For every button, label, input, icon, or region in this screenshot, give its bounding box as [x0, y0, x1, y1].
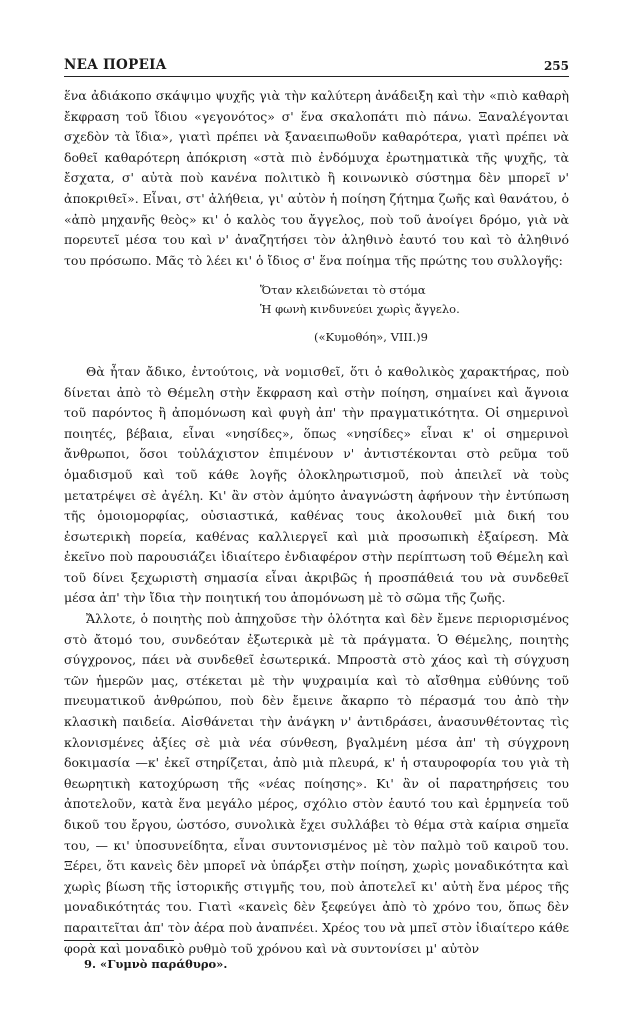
footnote: 9. «Γυμνὸ παράθυρο».: [84, 957, 228, 971]
footnote-divider: [64, 940, 174, 941]
journal-title: ΝΕΑ ΠΟΡΕΙΑ: [64, 57, 167, 73]
poem-source: («Κυμοθόη», VIII.)9: [314, 330, 428, 345]
paragraph: Θὰ ἦταν ἄδικο, ἐντούτοις, νὰ νομισθεῖ, ὅτι ὁ καθολικὸς χαρακτήρας, ποὺ δίνεται ἀπὸ τὸ Θέμελη στὴν ἔκφραση καὶ στὴν ποίηση, σημαίνει καὶ ἄγνοια τοῦ παρόντος ἢ ἀπομόνωση καὶ φυγὴ ἀπ' τὴν πραγματικότητα. Οἱ σημερινοὶ ποιητές, βέβαια, εἶναι «νησίδες», ὅπως «νησίδες» εἶναι κ' οἱ σημερινοὶ ἄνθρωποι, ὅσοι τοὐλάχιστον ἐπιμένουν ν' ἀντιστέκονται στὸ ρεῦμα τοῦ ὁμαδισμοῦ καὶ τοῦ κάθε λογῆς ὁλοκληρωτισμοῦ, ποὺ ἀπειλεῖ νὰ τοὺς μετατρέψει σὲ ἀγέλη. Κι' ἂν στὸν ἀμύητο ἀναγνώστη ἀφήνουν τὴν ἐντύπωση τῆς ὁμοιομορφίας, οὐσιαστικά, καθένας τους ἀκολουθεῖ μιὰ δική του ἐσωτερικὴ πορεία, καθένας καλλιεργεῖ καὶ μιὰ προσωπικὴ ἐξαίρεση. Μὰ ἐκεῖνο ποὺ παρουσιάζει ἰδιαίτερο ἐνδιαφέρον στὴν περίπτωση τοῦ Θέμελη καὶ τοῦ δίνει ξεχωριστὴ σημασία εἶναι ἀκριβῶς ἡ προσπάθειά του νὰ συνδεθεῖ μέσα ἀπ' τὴν ἴδια τὴν ποιητική του ἀπομόνωση μὲ τὸ σῶμα τῆς ζωῆς.: [64, 363, 569, 606]
paragraph: Ἄλλοτε, ὁ ποιητὴς ποὺ ἀπηχοῦσε τὴν ὁλότητα καὶ δὲν ἔμενε περιορισμένος στὸ ἄτομό του, συνδεόταν ἐξωτερικὰ μὲ τὰ πράγματα. Ὁ Θέμελης, ποιητὴς σύγχρονος, πάει νὰ συνδεθεῖ ἐσωτερικά. Μπροστὰ στὸ χάος καὶ τὴ σύγχυση τῶν ἡμερῶν μας, στέκεται μὲ τὴν ψυχραιμία καὶ τὸ αἴσθημα εὐθύνης τοῦ πνευματικοῦ ἀνθρώπου, ποὺ δὲν ἔμεινε ἄκαρπο τὸ πέρασμά του ἀπὸ τὴν κλασικὴ παιδεία. Αἰσθάνεται τὴν ἀνάγκη ν' ἀντιδράσει, ἀνασυνθέτοντας τὶς κλονισμένες ἀξίες σὲ μιὰ νέα σύνθεση, βγαλμένη μέσα ἀπ' τὴ σύγχρονη δοκιμασία —κ' ἐκεῖ στηρίζεται, ἀπὸ μιὰ πλευρά, κ' ἡ σταυροφορία του γιὰ τὴ θεωρητικὴ κατοχύρωση τῆς «νέας ποίησης». Κι' ἂν οἱ παρατηρήσεις του ἀποτελοῦν, κατὰ ἕνα μεγάλο μέρος, σχόλιο στὸν ἑαυτό του καὶ ἑρμηνεία τοῦ δικοῦ του ἔργου, ὡστόσο, συνολικὰ ἔχει συλλάβει τὸ θέμα στὰ καίρια σημεῖα του, — κι' ὑποσυνείδητα, εἶναι συντονισμένος μὲ τὸν παλμὸ τοῦ καιροῦ του. Ξέρει, ὅτι κανεὶς δὲν μπορεῖ νὰ ὑπάρξει στὴν ποίηση, χωρὶς μοναδικότητα καὶ χωρὶς βίωση τῆς ἱστορικῆς στιγμῆς του, ποὺ ἀποτελεῖ κι' αὐτὴ ἕνα μέρος τῆς μοναδικότητάς του. Γιατὶ «κανεὶς δὲν ξεφεύγει ἀπὸ τὸ χρόνο του, ὅπως δὲν παραιτεῖται ἀπ' τὸν ἀέρα ποὺ ἀναπνέει. Χρέος του νὰ μπεῖ στὸν ἰδιαίτερο κάθε φορὰ καὶ μοναδικὸ ρυθμὸ τοῦ χρόνου καὶ νὰ συντονίσει μ' αὐτὸν: [64, 611, 569, 956]
running-header: [64, 54, 569, 77]
page-number: 255: [543, 59, 569, 73]
paragraph: ἕνα ἀδιάκοπο σκάψιμο ψυχῆς γιὰ τὴν καλύτερη ἀνάδειξη καὶ τὴν «πιὸ καθαρὴ ἔκφραση τοῦ ἴδιου «γεγονότος» σ' ἕνα σκαλοπάτι πιὸ πάνω. Ξαναλέγονται σχεδὸν τὰ ἴδια», γιατὶ πρέπει νὰ ξαναειπωθοῦν καθαρότερα, γιατὶ πρέπει νὰ δοθεῖ καθαρότερη ἀπόκριση «στὰ πιὸ ἐνδόμυχα ἐρωτηματικὰ τῆς ψυχῆς, τὰ ἔσχατα, σ' αὐτὰ ποὺ κανένα πολιτικὸ ἢ κοινωνικὸ σύστημα δὲν μπορεῖ ν' ἀποκριθεῖ». Εἶναι, στ' ἀλήθεια, γι' αὐτὸν ἡ ποίηση ζήτημα ζωῆς καὶ θανάτου, ὁ «ἀπὸ μηχανῆς θεὸς» κι' ὁ καλὸς του ἄγγελος, ποὺ τοῦ ἀνοίγει δρόμο, γιὰ νὰ πορευτεῖ μέσα του καὶ ν' ἀναζητήσει τὸν ἀληθινὸ ἑαυτό του καὶ τὸ ἀληθινό του πρόσωπο. Μᾶς τὸ λέει κι' ὁ ἴδιος σ' ἕνα ποίημα τῆς πρώτης του συλλογῆς:: [64, 88, 569, 268]
poem-line: Ὅταν κλειδώνεται τὸ στόμα: [260, 283, 426, 298]
body-text: [64, 86, 569, 959]
poem-line: Ἡ φωνὴ κινδυνεύει χωρὶς ἄγγελο.: [260, 302, 460, 317]
poem-quote: [260, 281, 569, 319]
